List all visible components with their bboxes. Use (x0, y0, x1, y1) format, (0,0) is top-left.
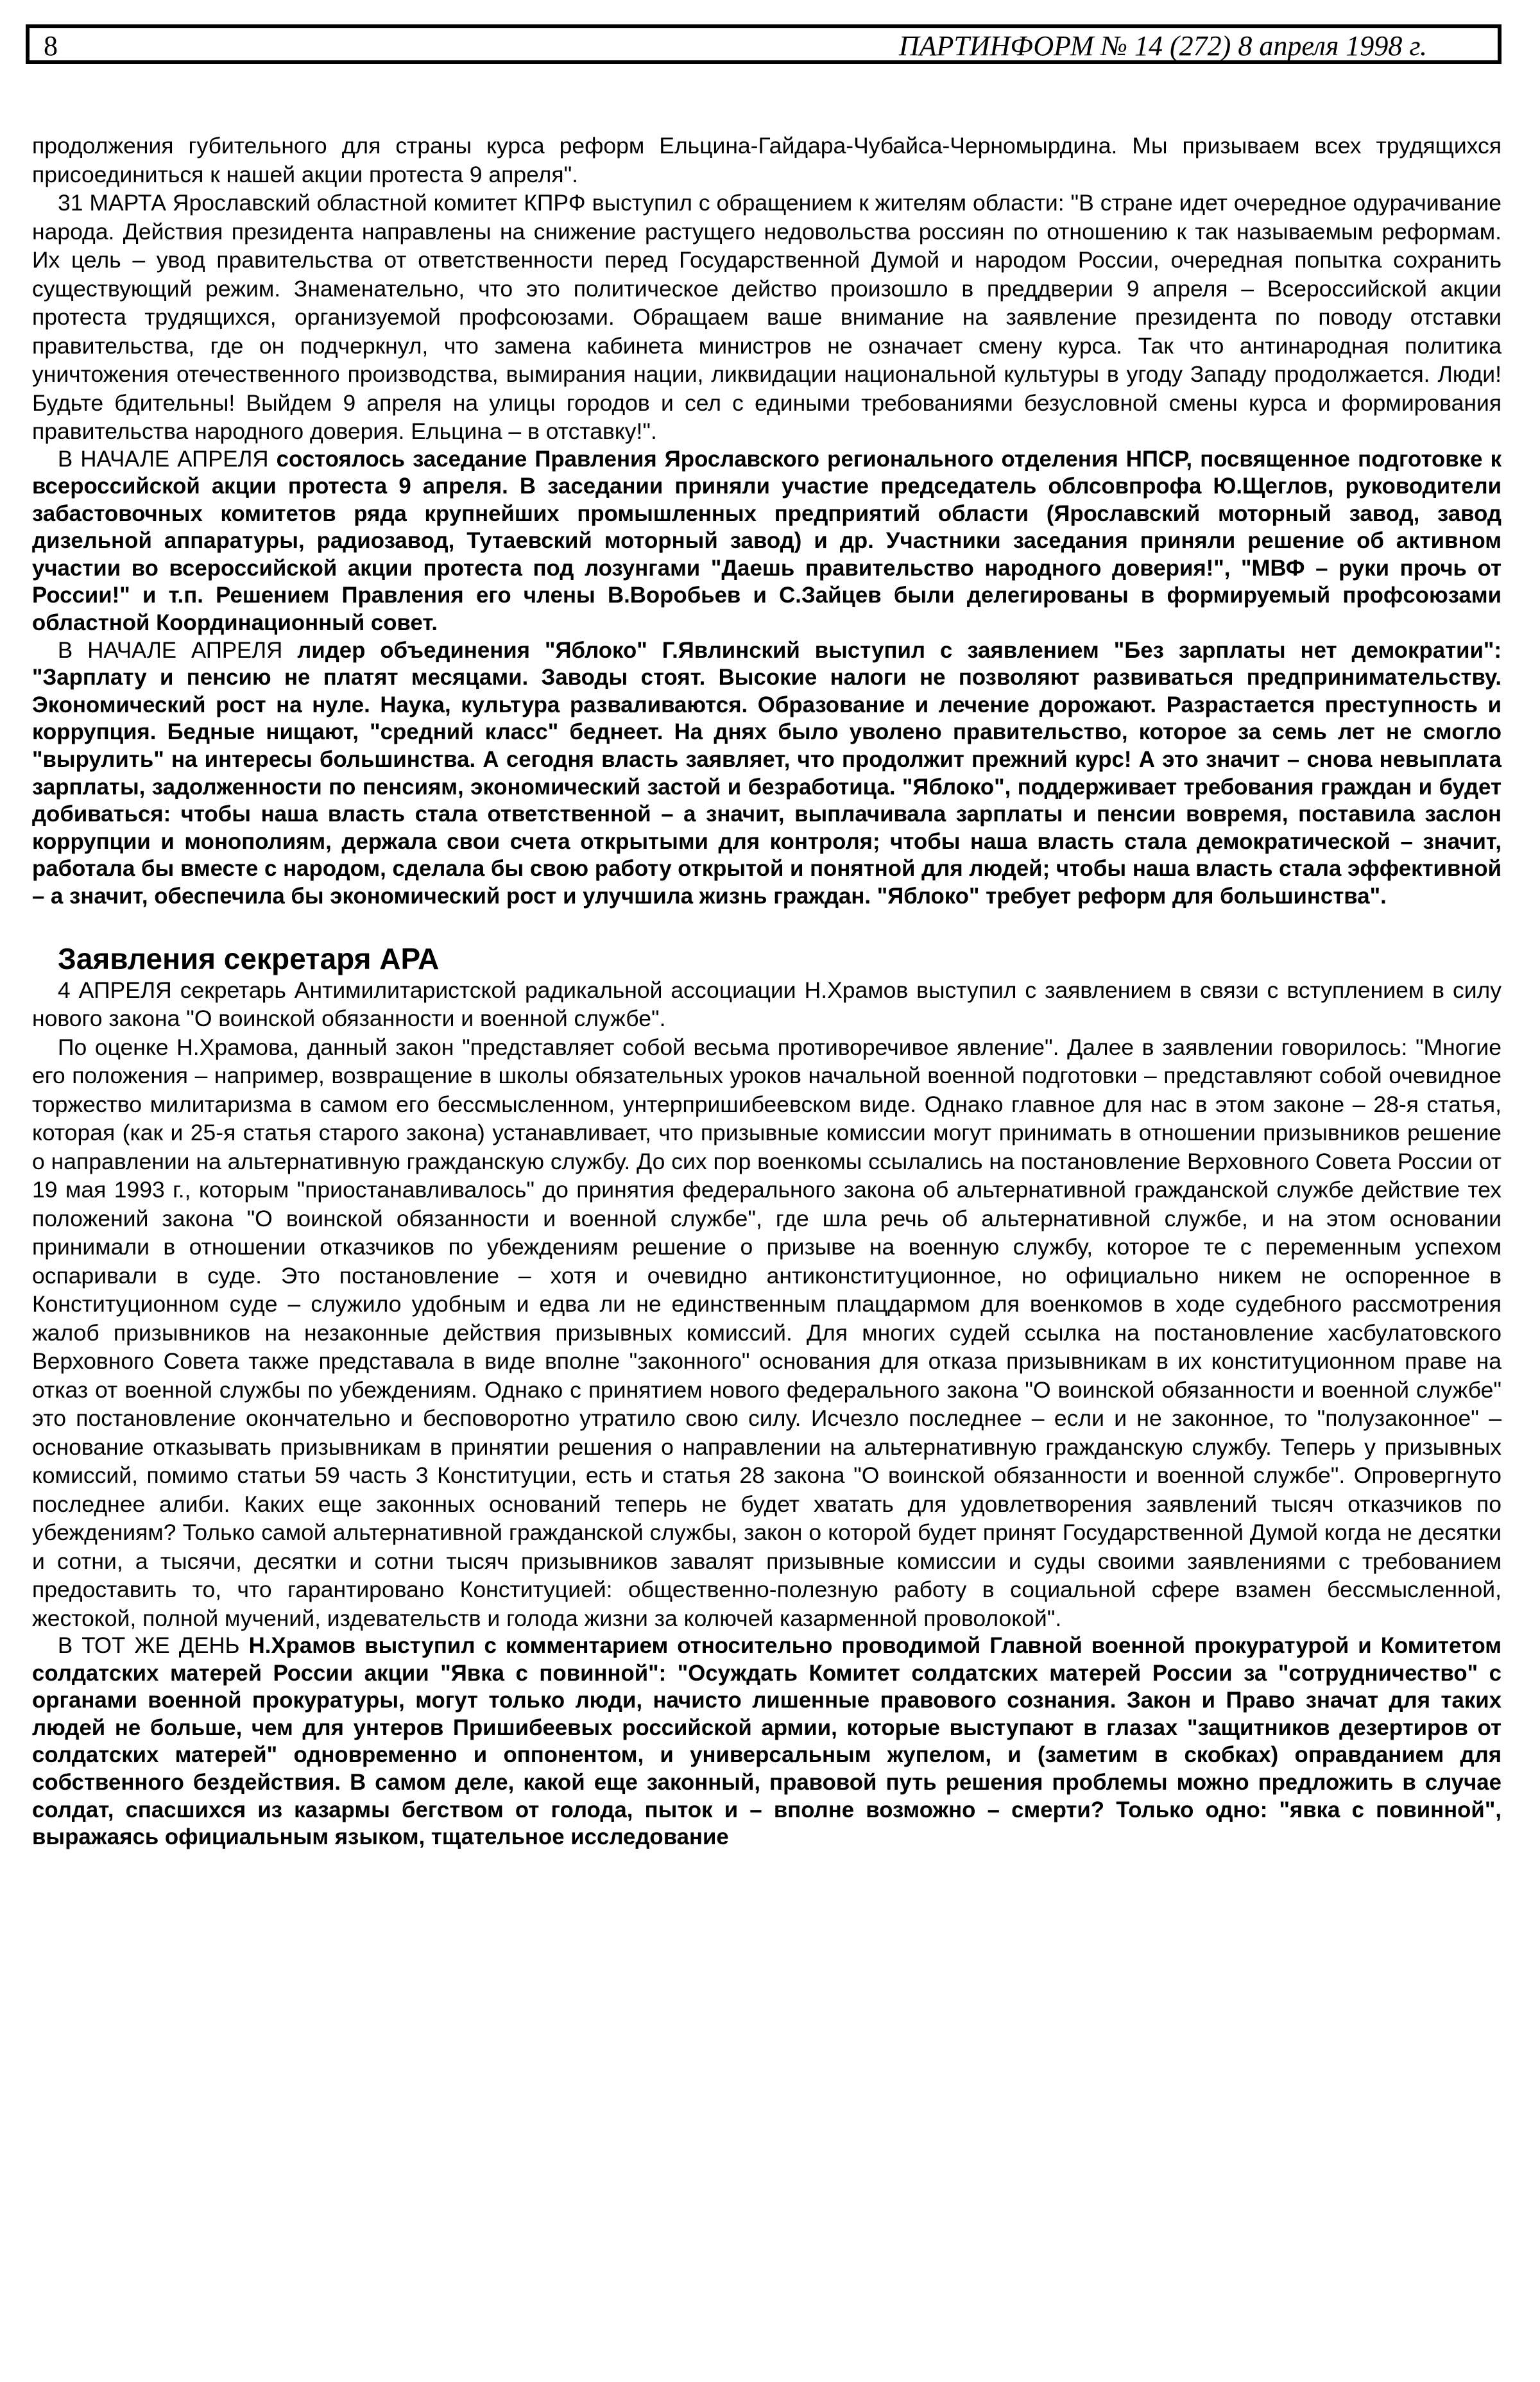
paragraph-yabloko-statement (32, 637, 1502, 911)
paragraph-lead: В НАЧАЛЕ АПРЕЛЯ (58, 446, 269, 472)
paragraph-khramov-assessment: По оценке Н.Храмова, данный закон "представляет собой весьма противоречивое явление". Далее в заявлении говорилось: "Многие его положения – например, возвращение в школы обязательных уроков начальной военной подготовки – представляют собой очевидное торжество милитаризма в самом его бессмысленном, унтерпришибеевском виде. Однако главное для нас в этом законе – 28-я статья, которая (как и 25-я статья старого закона) устанавливает, что призывные комиссии могут принимать в отношении призывников решение о направлении на альтернативную гражданскую службу. До сих пор военкомы ссылались на постановление Верховного Совета России от 19 мая 1993 г., которым "приостанавливалось" до принятия федерального закона об альтернативной гражданской службе действие тех положений закона "О воинской обязанности и военной службе", где шла речь об альтернативной службе, и на этом основании принимали в отношении отказчиков по убеждениям решение о призыве на военную службу, которое те с переменным успехом оспаривали в суде. Это постановление – хотя и очевидно антиконституционное, но официально никем не оспоренное в Конституционном суде – служило удобным и едва ли не единственным плацдармом для военкомов в ходе судебного рассмотрения жалоб призывников на незаконные действия призывных комиссий. Для многих судей ссылка на постановление хасбулатовского Верховного Совета также представала в виде вполне "законного" основания для отказа призывникам в их конституционном праве на отказ от военной службы по убеждениям. Однако с принятием нового федерального закона "О воинской обязанности и военной службе" это постановление окончательно и бесповоротно утратило свою силу. Исчезло последнее – если и не законное, то "полузаконное" – основание отказывать призывникам в принятии решения о направлении на альтернативную гражданскую службу. Теперь у призывных комиссий, помимо статьи 59 часть 3 Конституции, есть и статья 28 закона "О воинской обязанности и военной службе". Опровергнуто последнее алиби. Каких еще законных оснований теперь не будет хватать для удовлетворения заявлений тысяч отказчиков по убеждениям? Только самой альтернативной гражданской службы, закон о которой будет принят Государственной Думой когда не десятки и сотни, а тысячи, десятки и сотни тысяч призывников завалят призывные комиссии и суды своими заявлениями с требованием предоставить то, что гарантировано Конституцией: общественно-полезную работу в социальной сфере взамен бессмысленной, жестокой, полной мучений, издевательств и голода жизни за колючей казарменной проволокой". (32, 1034, 1502, 1631)
paragraph-lead: В НАЧАЛЕ АПРЕЛЯ (58, 637, 283, 663)
article-body (32, 132, 1502, 1851)
paragraph-continuation: продолжения губительного для страны курса реформ Ельцина-Гайдара-Чубайса-Черномырдина. Мы призываем всех трудящихся присоединиться к нашей акции протеста 9 апреля". (32, 133, 1502, 187)
paragraph-ara-statement: 4 АПРЕЛЯ секретарь Антимилитаристской радикальной ассоциации Н.Храмов выступил с заявлением в связи с вступлением в силу нового закона "О воинской обязанности и военной службе". (32, 977, 1502, 1032)
publication-title: ПАРТИНФОРМ № 14 (272) 8 апреля 1998 г. (898, 30, 1427, 62)
page-number: 8 (44, 30, 58, 62)
paragraph-text: лидер объединения "Яблоко" Г.Явлинский выступил с заявлением "Без зарплаты нет демократии": "Зарплату и пенсию не платят месяцами. Заводы стоят. Высокие налоги не позволяют развиваться предпринимательству. Экономический рост на нуле. Наука, культура разваливаются. Образование и лечение дорожают. Разрастается преступность и коррупция. Бедные нищают, "средний класс" беднеет. На днях было уволено правительство, которое за семь лет не смогло "вырулить" на интересы большинства. А сегодня власть заявляет, что продолжит прежний курс! А это значит – снова невыплата зарплаты, задолженности по пенсиям, экономический застой и безработица. "Яблоко", поддерживает требования граждан и будет добиваться: чтобы наша власть стала ответственной – а значит, выплачивала зарплаты и пенсии вовремя, поставила заслон коррупции и монополиям, держала свои счета открытыми для контроля; чтобы наша власть стала демократической – значит, работала бы вместе с народом, сделала бы свою работу открытой и понятной для людей; чтобы наша власть стала эффективной – а значит, обеспечила бы экономический рост и улучшила жизнь граждан. "Яблоко" требует реформ для большинства". (32, 637, 1502, 909)
paragraph-kprf-appeal: 31 МАРТА Ярославский областной комитет КПРФ выступил с обращением к жителям области: "В стране идет очередное одурачивание народа. Действия президента направлены на снижение растущего недовольства россиян по отношению к так называемым реформам. Их цель – увод правительства от ответственности перед Государственной Думой и народом России, очередная попытка сохранить существующий режим. Знаменательно, что это политическое действо произошло в преддверии 9 апреля – Всероссийской акции протеста трудящихся, организуемой профсоюзами. Обращаем ваше внимание на заявление президента по поводу отставки правительства, где он подчеркнул, что замена кабинета министров не означает смену курса. Так что антинародная политика уничтожения отечественного производства, вымирания нации, ликвидации национальной культуры в угоду Западу продолжается. Люди! Будьте бдительны! Выйдем 9 апреля на улицы городов и сел с едиными требованиями безусловной смены курса и формирования правительства народного доверия. Ельцина – в отставку!". (32, 190, 1502, 444)
paragraph-text: Н.Храмов выступил с комментарием относительно проводимой Главной военной прокуратурой и Комитетом солдатских матерей России акции "Явка с повинной": "Осуждать Комитет солдатских матерей России за "сотрудничество" с органами военной прокуратуры, могут только люди, начисто лишенные правового сознания. Закон и Право значат для таких людей не больше, чем для унтеров Пришибеевых российской армии, которые выступают в глазах "защитников дезертиров от солдатских матерей" одновременно и оппонентом, и универсальным жупелом, и (заметим в скобках) оправданием для собственного бездействия. В самом деле, какой еще законный, правовой путь решения проблемы можно предложить в случае солдат, спасшихся из казармы бегством от голода, пыток и – вполне возможно – смерти? Только одно: "явка с повинной", выражаясь официальным языком, тщательное исследование (32, 1633, 1502, 1850)
paragraph-lead: В ТОТ ЖЕ ДЕНЬ (58, 1633, 240, 1659)
section-heading: Заявления секретаря АРА (58, 941, 440, 975)
page-header (26, 24, 1502, 64)
paragraph-khramov-comment (32, 1632, 1502, 1851)
paragraph-text: состоялось заседание Правления Ярославского регионального отделения НПСР, посвященное подготовке к всероссийской акции протеста 9 апреля. В заседании приняли участие председатель облсовпрофа Ю.Щеглов, руководители забастовочных комитетов ряда крупнейших промышленных предприятий области (Ярославский моторный завод, завод дизельной аппаратуры, радиозавод, Тутаевский моторный завод) и др. Участники заседания приняли решение об активном участии во всероссийской акции протеста под лозунгами "Даешь правительство народного доверия!", "МВФ – руки прочь от России!" и т.п. Решением Правления его члены В.Воробьев и С.Зайцев были делегированы в формируемый профсоюзами областной Координационный совет. (32, 446, 1502, 636)
paragraph-npsr-meeting (32, 446, 1502, 637)
